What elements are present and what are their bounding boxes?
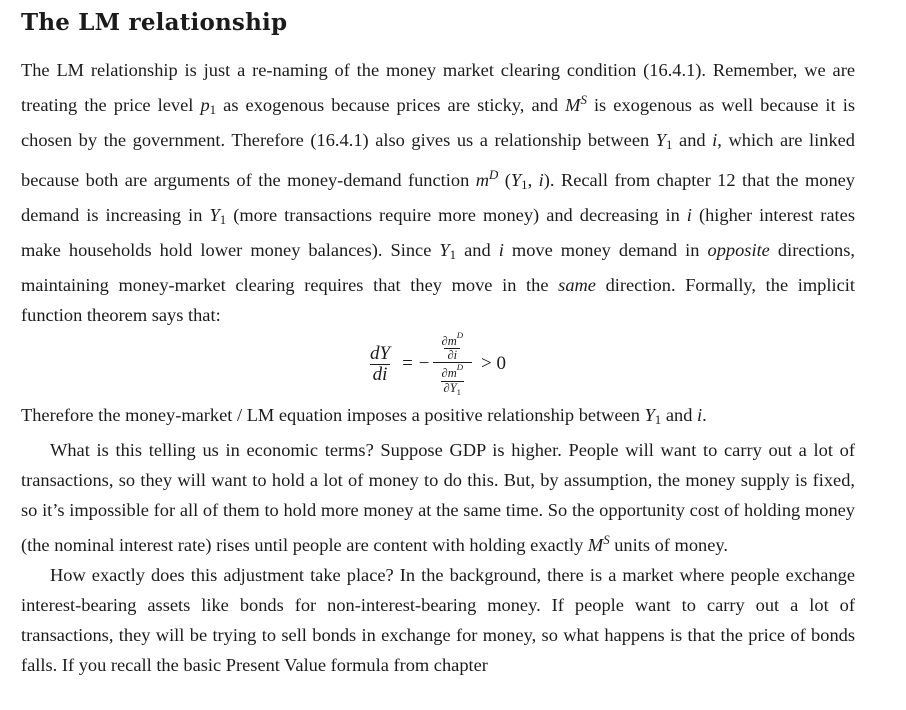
paragraph-1: The LM relationship is just a re-naming of the money market clearing condition (16.4.1). Remember, we are treating the price level $p_1$ as exogenous because prices are sticky, and $M^S$ is exogenous as well because it is chosen by the government. Therefore (16.4.1) also gives us a relationship between $Y_1$ and i, which are linked because both are arguments of the money-demand function $m^D$ ($Y_1$, i). Recall from chapter 12 that the money demand is increasing in $Y_1$ (more transactions require more money) and decreasing in i (higher interest rates make households hold lower money balances). Since $Y_1$ and i move money demand in opposite directions, maintaining money-market clearing requires that they move in the same direction. Formally, the implicit function theorem says that: [21,60,856,325]
body-text [21,55,855,680]
emphasis-opposite: opposite [707,240,770,260]
partial-m-partial-i: $\frac{\partial m^D}{\partial i}$ [441,330,464,363]
partial-m-partial-y: $\frac{\partial m^D}{\partial Y_1}$ [441,362,464,397]
section-title: The LM relationship [21,9,288,36]
rhs-fraction [433,331,473,397]
paragraph-4: How exactly does this adjustment take place? In the background, there is a market where people exchange interest-bearing assets like bonds for non-interest-bearing money. If people want to carry out a lot of transactions, they will be trying to sell bonds in exchange for money, so what happens is that the price of bonds falls. If you recall the basic Present Value formula from chapter [21,565,855,675]
lhs-fraction: $\frac{dY}{di}$ [369,342,391,385]
emphasis-same: same [558,275,596,295]
paragraph-3: What is this telling us in economic terms? Suppose GDP is higher. People will want to carry out a lot of transactions, so they will want to hold a lot of money to do this. But, by assumption, the money supply is fixed, so it’s impossible for all of them to hold more money at the same time. So the opportunity cost of holding money (the nominal interest rate) rises until people are content with holding exactly $M^S$ units of money. [21,440,855,555]
implicit-function-equation: $\frac{dY}{di}$ = − $\frac{\frac{\partial m^D}{\partial i}}{\frac{\partial m^D}{\partial Y_1}}$ > 0 [21,328,855,400]
paragraph-2: Therefore the money-market / LM equation imposes a positive relationship between $Y_1$ and i. [21,405,707,427]
